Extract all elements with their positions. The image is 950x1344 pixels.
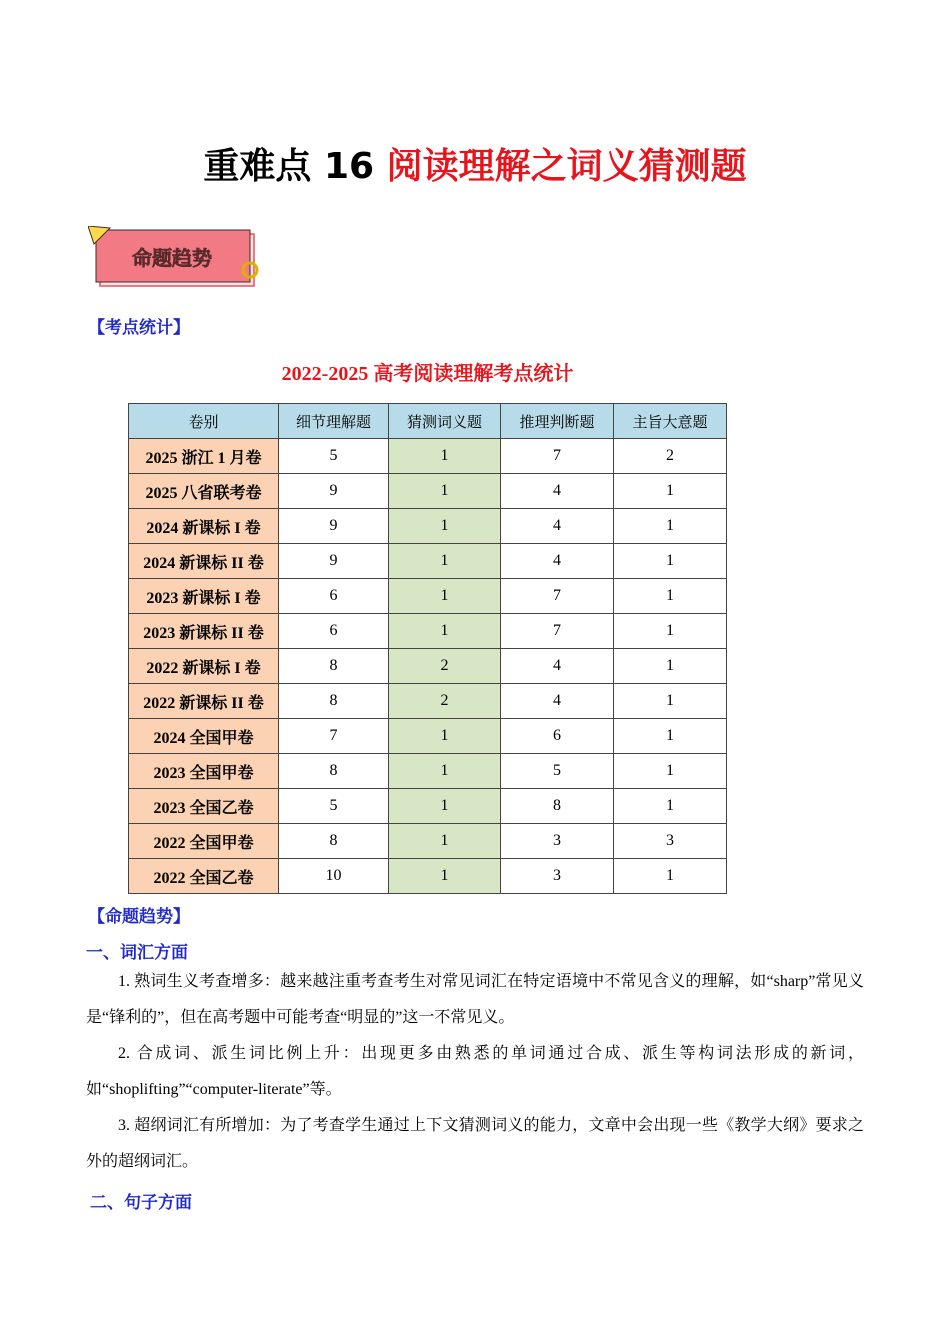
table-cell: 8	[501, 789, 614, 824]
table-cell: 3	[501, 824, 614, 859]
table-cell: 1	[389, 439, 501, 474]
table-cell: 1	[614, 754, 727, 789]
table-cell: 6	[279, 579, 389, 614]
table-cell: 1	[389, 859, 501, 894]
row-header-cell: 2023 全国甲卷	[129, 754, 279, 789]
table-row	[129, 789, 727, 824]
table-title: 2022-2025 高考阅读理解考点统计	[281, 363, 574, 385]
table-row	[129, 544, 727, 579]
table-cell: 9	[279, 474, 389, 509]
table-row	[129, 614, 727, 649]
table-cell: 1	[389, 579, 501, 614]
table-cell: 6	[279, 614, 389, 649]
table-cell: 4	[501, 544, 614, 579]
table-header-row	[129, 404, 727, 439]
table-cell: 1	[614, 579, 727, 614]
column-header: 细节理解题	[279, 404, 389, 439]
table-cell: 1	[614, 859, 727, 894]
table-row	[129, 684, 727, 719]
table-cell: 8	[279, 649, 389, 684]
badge-label: 命题趋势	[132, 246, 212, 270]
table-cell: 1	[389, 614, 501, 649]
title-prefix: 重难点 16	[203, 146, 387, 187]
row-header-cell: 2025 八省联考卷	[129, 474, 279, 509]
table-cell: 4	[501, 684, 614, 719]
table-cell: 7	[501, 614, 614, 649]
title-highlight: 阅读理解之词义猜测题	[386, 146, 747, 187]
table-row	[129, 579, 727, 614]
subheading-vocabulary: 一、词汇方面	[86, 943, 188, 963]
trend-paragraphs	[86, 964, 864, 1180]
table-row	[129, 859, 727, 894]
table-cell: 2	[614, 439, 727, 474]
table-row	[129, 474, 727, 509]
table-row	[129, 649, 727, 684]
column-header: 猜测词义题	[389, 404, 501, 439]
row-header-cell: 2023 新课标 II 卷	[129, 614, 279, 649]
column-header: 卷别	[129, 404, 279, 439]
table-cell: 1	[614, 789, 727, 824]
table-cell: 5	[279, 789, 389, 824]
row-header-cell: 2024 新课标 II 卷	[129, 544, 279, 579]
column-header: 推理判断题	[501, 404, 614, 439]
table-body	[129, 439, 727, 894]
table-cell: 1	[389, 719, 501, 754]
row-header-cell: 2025 浙江 1 月卷	[129, 439, 279, 474]
row-header-cell: 2022 新课标 II 卷	[129, 684, 279, 719]
table-cell: 3	[501, 859, 614, 894]
table-cell: 8	[279, 824, 389, 859]
table-cell: 5	[501, 754, 614, 789]
stats-table	[128, 403, 727, 894]
table-cell: 10	[279, 859, 389, 894]
paragraph: 1. 熟词生义考查增多：越来越注重考查考生对常见词汇在特定语境中不常见含义的理解，如“sharp”常见义是“锋利的”，但在高考题中可能考查“明显的”这一不常见义。	[86, 973, 864, 1026]
table-cell: 7	[501, 439, 614, 474]
table-cell: 4	[501, 474, 614, 509]
table-row	[129, 509, 727, 544]
table-cell: 9	[279, 544, 389, 579]
table-cell: 8	[279, 684, 389, 719]
section-trend-label: 【命题趋势】	[88, 907, 190, 927]
row-header-cell: 2022 全国甲卷	[129, 824, 279, 859]
table-row	[129, 439, 727, 474]
paragraph: 3. 超纲词汇有所增加：为了考查学生通过上下文猜测词义的能力，文章中会出现一些《教学大纲》要求之外的超纲词汇。	[86, 1117, 864, 1170]
table-cell: 4	[501, 509, 614, 544]
table-cell: 9	[279, 509, 389, 544]
paragraph: 2. 合成词、派生词比例上升：出现更多由熟悉的单词通过合成、派生等构词法形成的新词，如“shoplifting”“computer-literate”等。	[86, 1045, 864, 1098]
row-header-cell: 2023 新课标 I 卷	[129, 579, 279, 614]
table-cell: 1	[389, 824, 501, 859]
table-cell: 5	[279, 439, 389, 474]
table-cell: 7	[501, 579, 614, 614]
table-cell: 1	[614, 719, 727, 754]
page-title	[0, 138, 950, 189]
table-cell: 1	[614, 509, 727, 544]
table-row	[129, 754, 727, 789]
table-row	[129, 719, 727, 754]
table-cell: 1	[389, 544, 501, 579]
table-cell: 2	[389, 684, 501, 719]
row-header-cell: 2023 全国乙卷	[129, 789, 279, 824]
row-header-cell: 2024 新课标 I 卷	[129, 509, 279, 544]
table-cell: 1	[614, 684, 727, 719]
table-cell: 3	[614, 824, 727, 859]
table-cell: 1	[614, 544, 727, 579]
section-stats-label: 【考点统计】	[88, 318, 190, 338]
trend-badge	[88, 226, 260, 290]
table-cell: 1	[389, 789, 501, 824]
table-cell: 2	[389, 649, 501, 684]
column-header: 主旨大意题	[614, 404, 727, 439]
table-cell: 4	[501, 649, 614, 684]
row-header-cell: 2022 全国乙卷	[129, 859, 279, 894]
table-cell: 1	[389, 474, 501, 509]
subheading-sentence: 二、句子方面	[90, 1193, 192, 1213]
table-cell: 1	[614, 649, 727, 684]
table-cell: 1	[614, 474, 727, 509]
table-cell: 1	[389, 509, 501, 544]
table-row	[129, 824, 727, 859]
table-cell: 8	[279, 754, 389, 789]
table-cell: 7	[279, 719, 389, 754]
row-header-cell: 2024 全国甲卷	[129, 719, 279, 754]
table-cell: 1	[614, 614, 727, 649]
table-cell: 1	[389, 754, 501, 789]
table-cell: 6	[501, 719, 614, 754]
row-header-cell: 2022 新课标 I 卷	[129, 649, 279, 684]
